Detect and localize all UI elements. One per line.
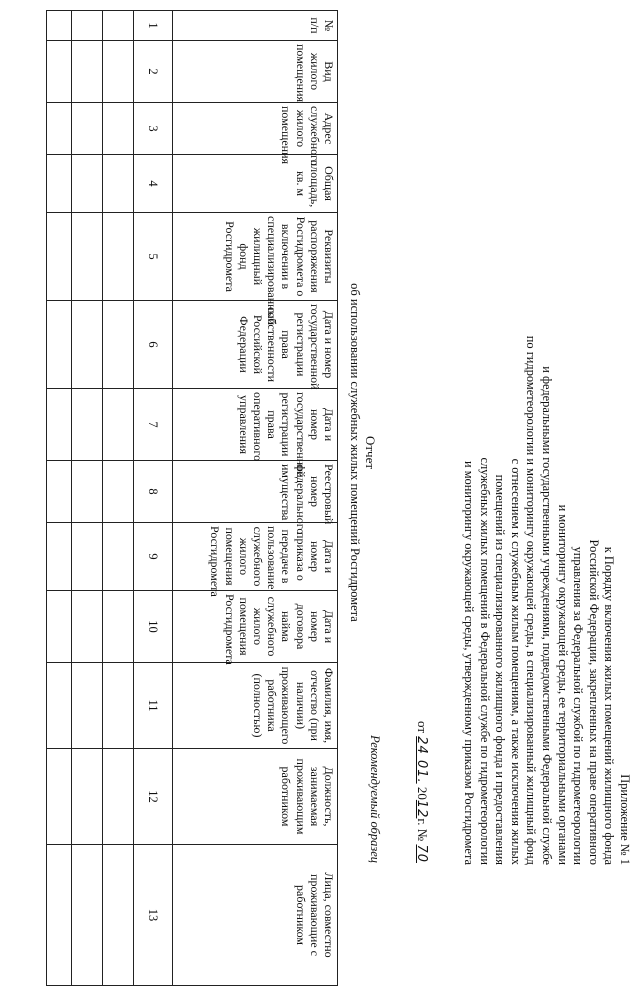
table-cell	[103, 155, 134, 213]
table-cell	[47, 523, 72, 591]
table-cell	[103, 523, 134, 591]
column-number: 12	[134, 749, 173, 845]
table-cell	[72, 461, 103, 523]
appendix-line: и мониторингу окружающей среды, ее территориальными органами	[555, 504, 570, 865]
table-cell	[47, 591, 72, 663]
handwritten-year: 12	[414, 799, 429, 819]
appendix-line: Приложение № 1	[618, 774, 632, 865]
column-header: Общая площадь, кв. м	[173, 155, 338, 213]
table-cell	[103, 301, 134, 389]
table-cell	[72, 301, 103, 389]
handwritten-number: 70	[414, 844, 429, 863]
table-cell	[103, 591, 134, 663]
column-number: 5	[134, 213, 173, 301]
table-cell	[47, 41, 72, 103]
column-header: Дата и номер государственной регистрации права оперативного управления	[173, 389, 338, 461]
appendix-line: к Порядку включения жилых помещений жилищного фонда	[602, 546, 617, 865]
table-cell	[47, 11, 72, 41]
column-header: Дата и номер договора найма служебного жилого помещения Росгидромета	[173, 591, 338, 663]
table-cell	[103, 41, 134, 103]
column-header: № п/п	[173, 11, 338, 41]
appendix-line: и мониторингу окружающей среды, утвержденному приказом Росгидромета	[462, 460, 477, 865]
appendix-header	[460, 105, 632, 865]
column-header: Лица, совместно проживающие с работником	[173, 845, 338, 986]
table-cell	[72, 591, 103, 663]
appendix-line: с отнесением к служебным жилым помещениям, а также исключения жилых	[508, 458, 523, 865]
date-prefix: от	[415, 721, 430, 734]
appendix-line: управления за Федеральной службой по гидрометеорологии	[571, 546, 586, 865]
column-number: 4	[134, 155, 173, 213]
appendix-line: по гидрометеорологии и мониторингу окружающей среды, в специализированный жилищный фонд	[524, 335, 539, 865]
table-cell	[47, 213, 72, 301]
table-cell	[47, 301, 72, 389]
report-subtitle: об использовании служебных жилых помещений Росгидромета	[348, 283, 362, 622]
table-cell	[47, 461, 72, 523]
column-header: Должность, занимаемая проживающим работником	[173, 749, 338, 845]
appendix-line: помещений из специализированного жилищного фонда и предоставления	[493, 474, 508, 865]
table-cell	[72, 103, 103, 155]
table-row	[72, 11, 103, 986]
table-cell	[103, 11, 134, 41]
table-cell	[47, 389, 72, 461]
table-cell	[72, 41, 103, 103]
column-header: Дата и номер государственной регистрации права собственности Российской Федерации	[173, 301, 338, 389]
report-title: Отчет	[363, 435, 378, 470]
table-cell	[47, 845, 72, 986]
column-header: Дата и номер приказа о передаче в пользование служебного жилого помещения Росгидромета	[173, 523, 338, 591]
table-cell	[103, 845, 134, 986]
column-number: 3	[134, 103, 173, 155]
column-header: Реестровый номер федерального имущества	[173, 461, 338, 523]
appendix-line: служебных жилых помещений в Федеральной службе по гидрометеорологии	[477, 457, 492, 865]
table-cell	[47, 663, 72, 749]
table-cell	[47, 103, 72, 155]
table-cell	[72, 663, 103, 749]
table-row	[103, 11, 134, 986]
column-header: Адрес служебного жилого помещения	[173, 103, 338, 155]
table-cell	[103, 749, 134, 845]
column-header: Реквизиты распоряжения Росгидромета о включении в специализированный жилищный фонд Росгидромета	[173, 213, 338, 301]
table-cell	[72, 845, 103, 986]
table-cell	[72, 155, 103, 213]
sample-label: Рекомендуемый образец	[368, 735, 382, 863]
table-cell	[47, 749, 72, 845]
appendix-line: Российской Федерации, закрепленных на праве оперативного	[586, 539, 601, 865]
table-header-row	[173, 11, 338, 986]
column-header: Вид жилого помещения	[173, 41, 338, 103]
column-number: 7	[134, 389, 173, 461]
handwritten-date: 24 01.	[414, 736, 429, 784]
table-cell	[72, 749, 103, 845]
table-cell	[103, 103, 134, 155]
column-header: Фамилия, имя, отчество (при наличии) проживающего работника (полностью)	[173, 663, 338, 749]
table-cell	[103, 389, 134, 461]
table-cell	[103, 213, 134, 301]
column-number: 1	[134, 11, 173, 41]
year-suffix: г. №	[415, 818, 430, 842]
order-date-line	[414, 721, 430, 863]
column-number: 8	[134, 461, 173, 523]
appendix-line: и федеральными государственными учреждениями, подведомственными Федеральной службе	[540, 366, 555, 865]
report-table	[46, 10, 338, 986]
column-number: 2	[134, 41, 173, 103]
year-prefix: 20	[415, 786, 430, 800]
table-cell	[103, 461, 134, 523]
table-cell	[72, 213, 103, 301]
column-number: 6	[134, 301, 173, 389]
table-cell	[72, 11, 103, 41]
column-number: 10	[134, 591, 173, 663]
table-cell	[72, 523, 103, 591]
column-number: 11	[134, 663, 173, 749]
column-number: 13	[134, 845, 173, 986]
column-number: 9	[134, 523, 173, 591]
table-row	[47, 11, 72, 986]
table-cell	[47, 155, 72, 213]
column-number-row	[134, 11, 173, 986]
table-cell	[72, 389, 103, 461]
table-cell	[103, 663, 134, 749]
